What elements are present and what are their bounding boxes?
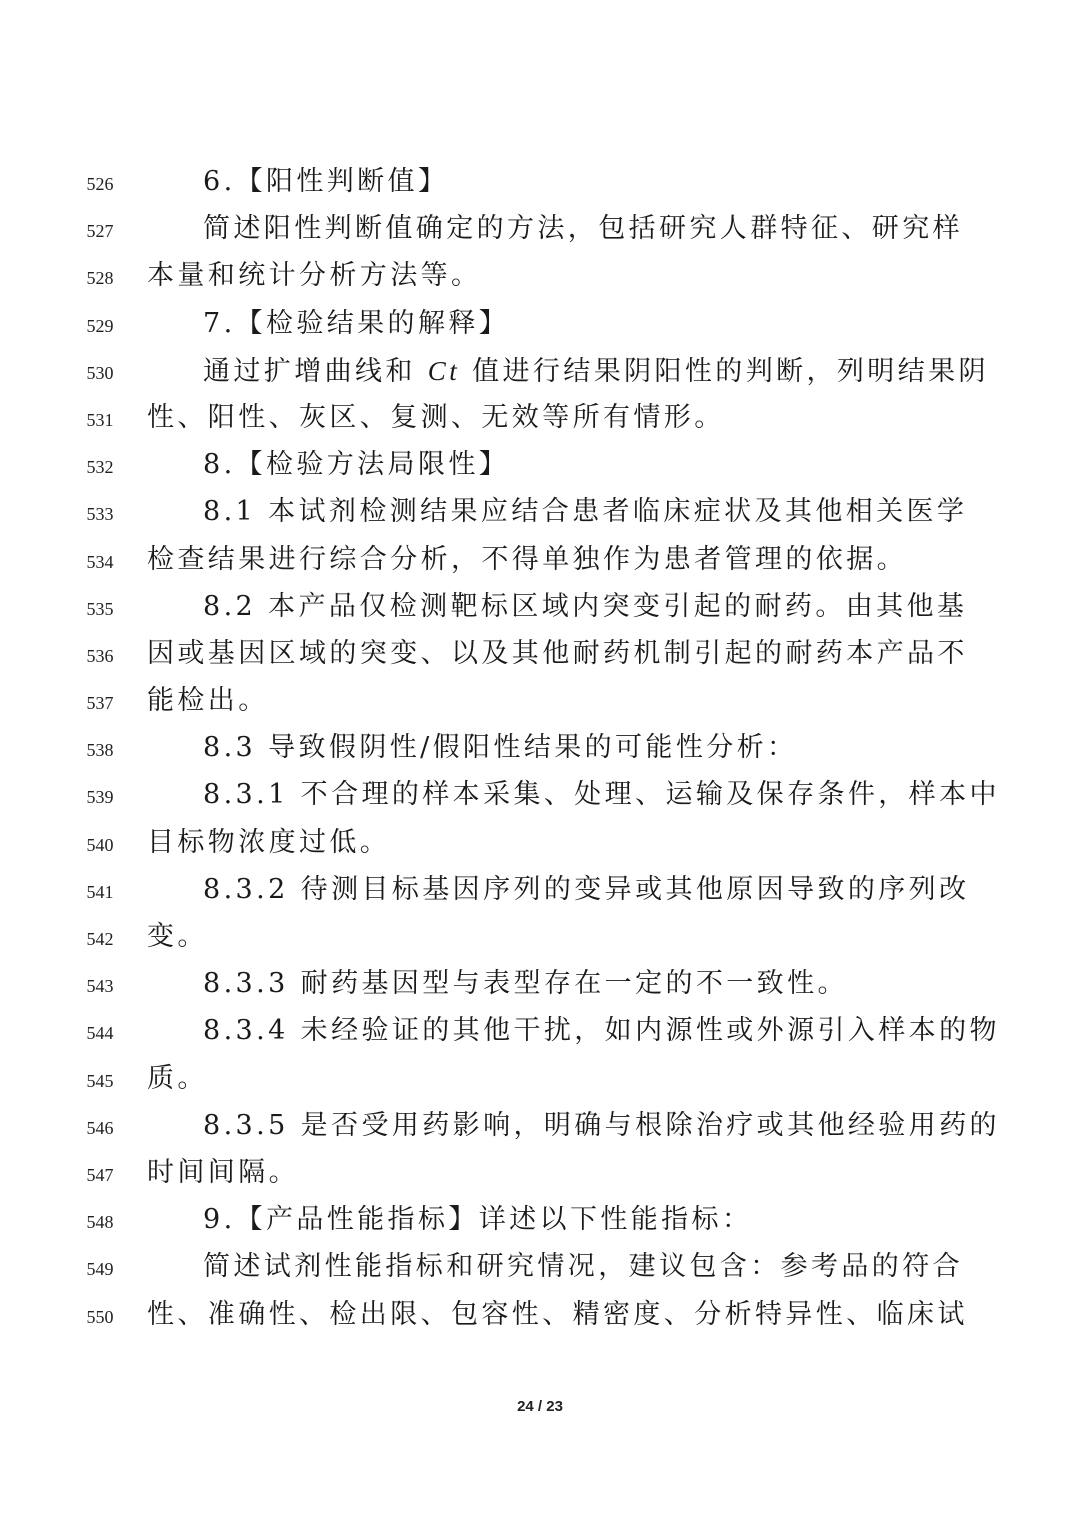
line-number: 526: [86, 174, 114, 194]
line-number: 548: [86, 1212, 114, 1233]
line-text: 变。: [147, 921, 208, 952]
line-number: 538: [86, 740, 114, 761]
line-text: 8.3 导致假阴性/假阳性结果的可能性分析：: [203, 732, 798, 764]
line-text: 8.2 本产品仅检测靶标区域内突变引起的耐药。由其他基: [203, 590, 968, 622]
line-number: 543: [86, 976, 114, 997]
line-number: 542: [86, 929, 114, 949]
line-text: 目标物浓度过低。: [147, 826, 391, 858]
document-body: [0, 158, 1080, 1338]
line-number: 550: [86, 1306, 114, 1327]
line-text: [203, 353, 989, 390]
line-number: 535: [86, 598, 114, 619]
line-text: 8.1 本试剂检测结果应结合患者临床症状及其他相关医学: [203, 496, 968, 528]
text-line: [0, 866, 1080, 913]
text-line: [0, 960, 1080, 1007]
line-number: 534: [86, 551, 114, 572]
line-number: 530: [86, 362, 114, 383]
line-number: 545: [86, 1070, 114, 1091]
line-number: 549: [86, 1259, 114, 1280]
line-text: 8.3.1 不合理的样本采集、处理、运输及保存条件，样本中: [203, 779, 1000, 811]
line-number: 546: [86, 1117, 114, 1138]
line-text: 检查结果进行综合分析，不得单独作为患者管理的依据。: [147, 543, 907, 575]
text-line: [0, 1102, 1080, 1149]
line-number: 537: [86, 693, 114, 714]
line-text: 7.【检验结果的解释】: [203, 307, 510, 339]
text-line: [0, 1055, 1080, 1102]
line-number: 547: [86, 1164, 114, 1185]
line-text: 性、阳性、灰区、复测、无效等所有情形。: [147, 401, 725, 433]
line-number: 536: [86, 645, 114, 666]
text-line: [0, 1291, 1080, 1338]
text-line: [0, 205, 1080, 252]
line-number: 544: [86, 1023, 114, 1044]
line-text: 8.3.2 待测目标基因序列的变异或其他原因导致的序列改: [203, 873, 970, 905]
line-number: 531: [86, 409, 114, 430]
line-number: 528: [86, 268, 114, 289]
line-text: 9.【产品性能指标】详述以下性能指标：: [203, 1204, 753, 1236]
text-line: [0, 441, 1080, 488]
text-line: [0, 300, 1080, 347]
text-line: [0, 677, 1080, 724]
line-text-segment: 值进行结果阴阳性的判断，列明结果阴: [472, 355, 989, 387]
line-text: 因或基因区域的突变、以及其他耐药机制引起的耐药本产品不: [147, 637, 968, 669]
line-number: 539: [86, 787, 114, 808]
text-line: [0, 1149, 1080, 1196]
line-text: 性、准确性、检出限、包容性、精密度、分析特异性、临床试: [147, 1298, 968, 1330]
text-line: [0, 488, 1080, 535]
text-line: [0, 536, 1080, 583]
text-line: [0, 1007, 1080, 1054]
line-text: 8.【检验方法局限性】: [203, 449, 510, 481]
line-number: 529: [86, 315, 114, 336]
line-number: 532: [86, 457, 114, 478]
line-text: 8.3.4 未经验证的其他干扰，如内源性或外源引入样本的物: [203, 1015, 1000, 1047]
text-line: [0, 819, 1080, 866]
line-number: 527: [86, 221, 114, 242]
text-line: [0, 630, 1080, 677]
text-line: [0, 913, 1080, 960]
line-number: 540: [86, 834, 114, 855]
text-line: [0, 1243, 1080, 1290]
text-line: [0, 347, 1080, 394]
line-text-segment: 通过扩增曲线和: [203, 355, 416, 387]
text-line: [0, 583, 1080, 630]
text-line: [0, 1196, 1080, 1243]
line-text: 简述阳性判断值确定的方法，包括研究人群特征、研究样: [203, 213, 963, 245]
line-text: 本量和统计分析方法等。: [147, 260, 482, 292]
ct-term: Ct: [427, 355, 461, 386]
page-number: 24 / 23: [517, 1398, 563, 1415]
text-line: [0, 771, 1080, 818]
line-text: 质。: [147, 1062, 208, 1094]
text-line: [0, 158, 1080, 205]
line-number: 533: [86, 504, 114, 525]
line-text: 简述试剂性能指标和研究情况，建议包含：参考品的符合: [203, 1251, 963, 1283]
line-text: 6.【阳性判断值】: [203, 166, 449, 197]
text-line: [0, 252, 1080, 299]
line-text: 8.3.3 耐药基因型与表型存在一定的不一致性。: [203, 968, 848, 1000]
text-line: [0, 724, 1080, 771]
line-number: 541: [86, 881, 114, 902]
line-text: 时间间隔。: [147, 1156, 299, 1188]
line-text: 能检出。: [147, 685, 269, 717]
text-line: [0, 394, 1080, 441]
line-text: 8.3.5 是否受用药影响，明确与根除治疗或其他经验用药的: [203, 1109, 1000, 1141]
